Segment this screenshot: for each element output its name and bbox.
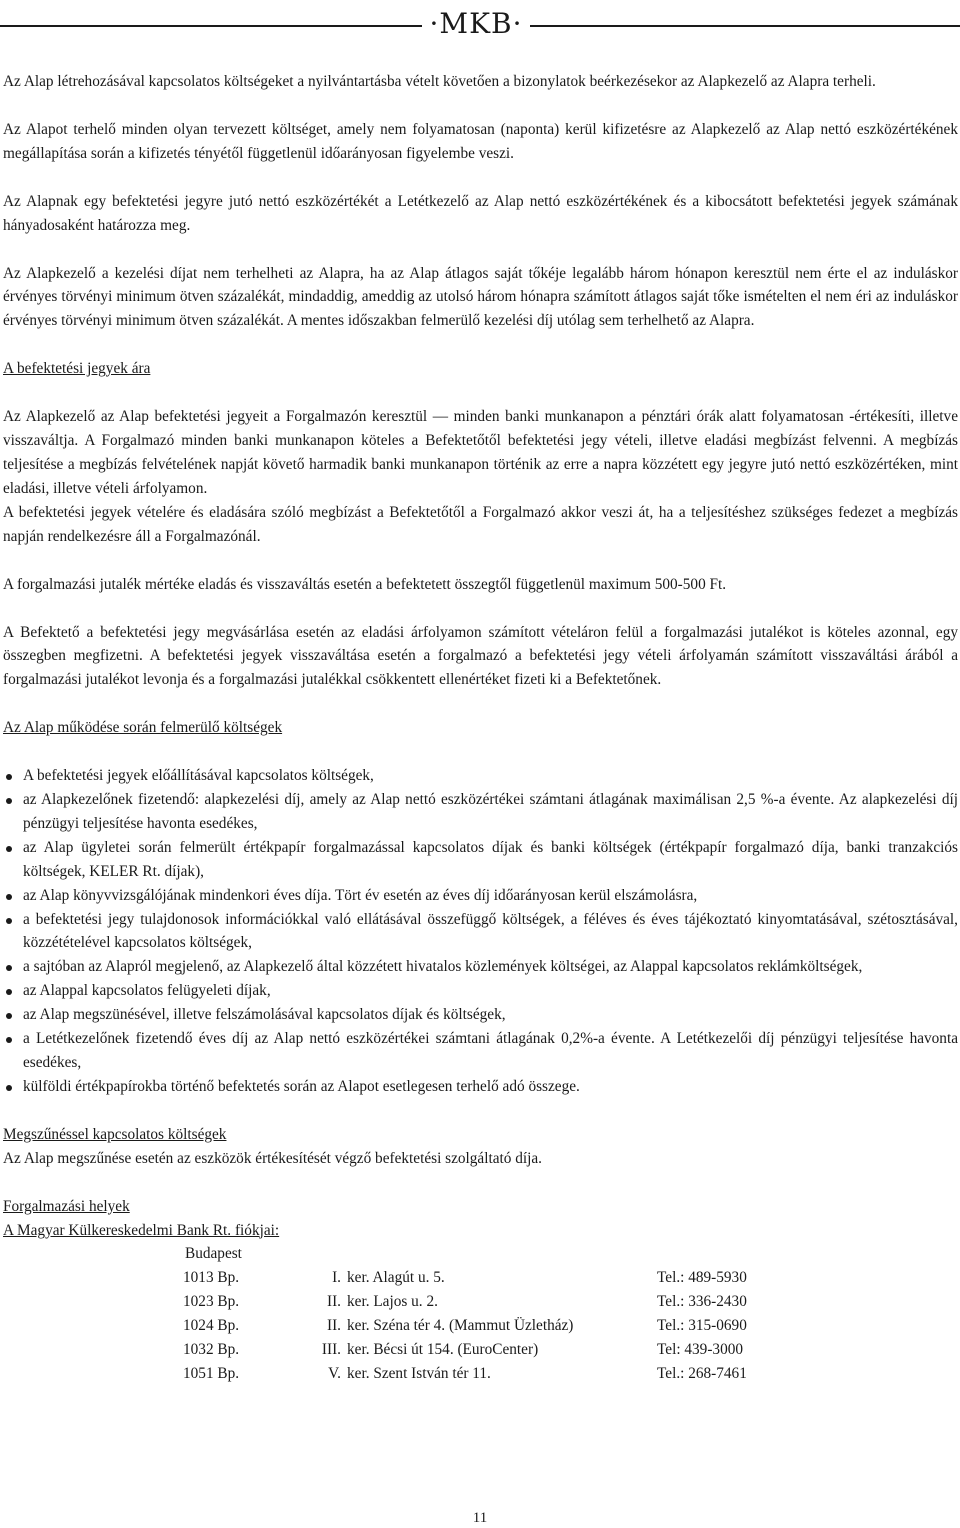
section-heading-distribution: Forgalmazási helyek [3,1197,130,1215]
list-item: a Letétkezelőnek fizetendő éves díj az Alap nettó eszközértékei számtani átlagának 0,2%-a évente. A Letétkezelői díj pénzügyi teljesítése havonta esedékes, [3,1027,958,1075]
header-rule-right [530,25,960,27]
list-item: A befektetési jegyek előállításával kapcsolatos költségek, [3,764,958,788]
branch-city: Budapest [185,1245,242,1263]
paragraph-planned-costs: Az Alapot terhelő minden olyan tervezett költséget, amely nem folyamatosan (naponta) kerül kifizetésre az Alapkezelő az Alap nettó eszközértékének megállapítása során a kifizetés tényétől függetlenül időarányosan figyelembe veszi. [3,120,958,162]
list-item: az Alapkezelőnek fizetendő: alapkezelési díj, amely az Alap nettó eszközértékei számtani átlagának maximálisan 2,5 %-a évente. Az alapkezelési díj pénzügyi teljesítése havonta esedékes, [3,788,958,836]
paragraph-management-fee: Az Alapkezelő a kezelési díjat nem terhelheti az Alapra, ha az Alap átlagos saját tőkéje legalább három hónapon keresztül nem érte el az induláskor érvényes törvényi minimum ötven százalékát, mindaddig, ameddig az utolsó három hónapra számított átlagos saját tőke ismételten el nem éri az induláskor érvényes törvényi minimum ötven százalékát. A mentes időszakban felmerülő kezelési díj utólag sem terhelhető az Alapra. [3,264,958,330]
branch-phone: Tel.: 268-7461 [657,1364,747,1382]
branch-address: ker. Széna tér 4. (Mammut Üzletház) [347,1317,574,1335]
page-header [0,6,960,42]
distribution-subheading: A Magyar Külkereskedelmi Bank Rt. fiókjai: [3,1221,280,1239]
branch-postal-code: 1024 Bp. [183,1317,240,1335]
branch-address: ker. Szent István tér 11. [347,1364,491,1382]
paragraph-distribution-fee: A forgalmazási jutalék mértéke eladás és visszaváltás esetén a befektetett összegtől függetlenül maximum 500-500 Ft. [3,575,727,593]
section-heading-termination: Megszűnéssel kapcsolatos költségek [3,1125,227,1143]
table-row [183,1362,958,1386]
paragraph-price-coverage: A befektetési jegyek vételére és eladására szóló megbízást a Befektetőtől a Forgalmazó akkor veszi át, ha a teljesítéshez szükséges fedezet a megbízás napján rendelkezésre áll a Forgalmazónál. [3,503,958,545]
table-row [183,1338,958,1362]
branch-phone: Tel: 439-3000 [657,1341,744,1359]
branch-postal-code: 1013 Bp. [183,1269,240,1287]
list-item: a befektetési jegy tulajdonosok információkkal való ellátásával összefüggő költségek, a féléves és éves tájékoztató kinyomtatásával, szétosztásával, közzétételével kapcsolatos költségek, [3,908,958,956]
branch-phone: Tel.: 336-2430 [657,1293,747,1311]
branch-district: II. [326,1293,341,1311]
header-rule-left [0,25,422,27]
branch-phone: Tel.: 315-0690 [657,1317,747,1335]
list-item: az Alappal kapcsolatos felügyeleti díjak, [3,979,958,1003]
table-row [183,1290,958,1314]
table-row [183,1266,958,1290]
section-heading-price: A befektetési jegyek ára [3,360,151,378]
mkb-logo: ·MKB· [429,7,523,40]
document-body [3,70,958,1386]
list-item: az Alap ügyletei során felmerült értékpapír forgalmazással kapcsolatos díjak és banki költségek (értékpapír forgalmazó díja, banki tranzakciós költségek, KELER Rt. díjak), [3,836,958,884]
branch-postal-code: 1051 Bp. [183,1364,240,1382]
section-heading-costs: Az Alap működése során felmerülő költségek [3,719,283,737]
branch-address: ker. Bécsi út 154. (EuroCenter) [347,1341,539,1359]
branch-postal-code: 1023 Bp. [183,1293,240,1311]
cost-list [3,764,958,1099]
list-item: a sajtóban az Alapról megjelenő, az Alapkezelő által közzétett hivatalos közlemények költségei, az Alappal kapcsolatos reklámköltségek, [3,955,958,979]
list-item: az Alap megszünésével, illetve felszámolásával kapcsolatos díjak és költségek, [3,1003,958,1027]
list-item: az Alap könyvvizsgálójának mindenkori éves díja. Tört év esetén az éves díj időarányosan kerül elszámolásra, [3,884,958,908]
branch-address: ker. Lajos u. 2. [347,1293,438,1311]
table-row [183,1314,958,1338]
branch-postal-code: 1032 Bp. [183,1341,240,1359]
page-number: 11 [472,1510,488,1526]
branch-address: ker. Alagút u. 5. [347,1269,445,1287]
branch-district: I. [332,1269,341,1287]
paragraph-setup-costs: Az Alap létrehozásával kapcsolatos költségeket a nyilvántartásba vételt követően a bizonylatok beérkezésekor az Alapkezelő az Alapra terheli. [3,73,876,90]
paragraph-net-asset-value: Az Alapnak egy befektetési jegyre jutó nettó eszközértékét a Letétkezelő az Alap nettó eszközértékének és a kibocsátott befektetési jegyek számának hányadosaként határozza meg. [3,192,958,234]
branch-phone: Tel.: 489-5930 [657,1269,747,1287]
branch-district: V. [328,1364,341,1382]
paragraph-investor-fee: A Befektető a befektetési jegy megvásárlása esetén az eladási árfolyamon számított vételáron felül a forgalmazási jutalékot is köteles azonnal, egy összegben megfizetni. A befektetési jegyek visszaváltása esetén a forgalmazó a befektetési jegy vételi árfolyamán számított visszaváltási árából a forgalmazási jutalékot levonja és a forgalmazási jutalékkal csökkentett ellenértéket fizeti ki a Befektetőnek. [3,623,958,689]
list-item: külföldi értékpapírokba történő befektetés során az Alapot esetlegesen terhelő adó összege. [3,1075,958,1099]
paragraph-price-trading: Az Alapkezelő az Alap befektetési jegyeit a Forgalmazón keresztül — minden banki munkanapon a pénztári órák alatt folyamatosan -értékesíti, illetve visszaváltja. A Forgalmazó minden banki munkanapon köteles a Befektetőtől befektetési jegy vételi, illetve eladási megbízást felvenni. A megbízás teljesítése a megbízás felvételének napját követő harmadik banki munkanapon történik az erre a napra közzétett egy jegyre jutó nettó eszközértéken, mint eladási, illetve vételi árfolyamon. [3,408,958,497]
branch-table [183,1242,958,1385]
paragraph-termination: Az Alap megszűnése esetén az eszközök értékesítését végző befektetési szolgáltató díja. [3,1149,542,1167]
branch-district: II. [326,1317,341,1335]
branch-district: III. [321,1341,341,1359]
